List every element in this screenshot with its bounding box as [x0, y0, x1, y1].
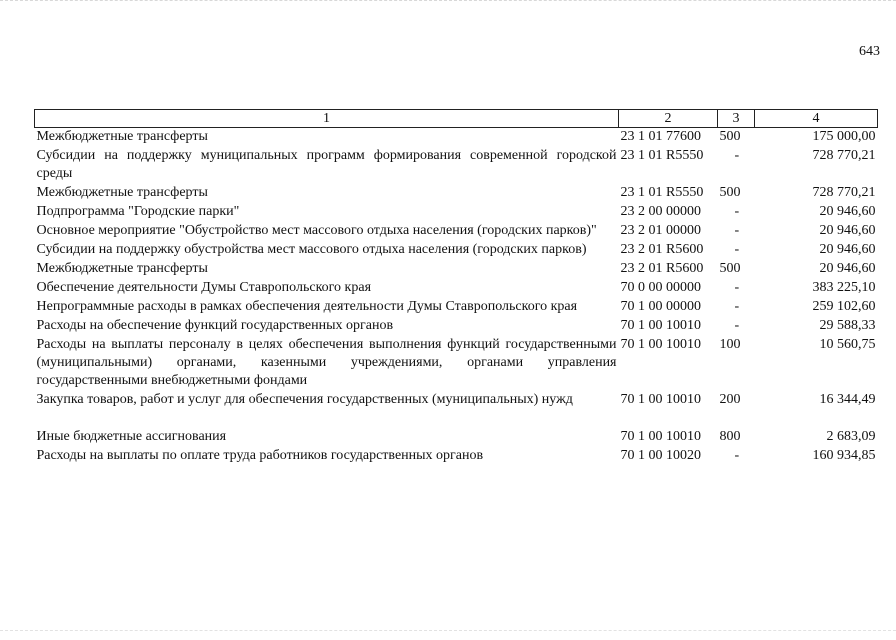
row-code: 23 2 01 00000: [620, 223, 701, 238]
row-code: 23 1 01 R5550: [620, 148, 704, 163]
table-row: [35, 298, 878, 317]
row-name: Межбюджетные трансферты: [36, 261, 208, 276]
row-amount: 160 934,85: [812, 448, 876, 463]
row-expense-type: 500: [719, 185, 741, 200]
row-code: 70 1 00 10010: [620, 392, 701, 407]
row-expense-type: 500: [719, 129, 741, 144]
column-header-amount: 4: [755, 110, 878, 128]
row-code: 23 1 01 R5550: [620, 185, 704, 200]
table-row: [35, 428, 878, 447]
column-header-name: 1: [35, 110, 619, 128]
row-name: Межбюджетные трансферты: [36, 129, 208, 144]
row-expense-type: 200: [719, 392, 741, 407]
row-amount: 728 770,21: [812, 185, 876, 200]
row-amount: 728 770,21: [812, 148, 876, 163]
table-row: [35, 147, 878, 184]
row-code: 70 1 00 10020: [620, 448, 701, 463]
row-expense-type: -: [734, 318, 740, 333]
row-name: Закупка товаров, работ и услуг для обеспечения государственных (муниципальных) нужд: [36, 392, 573, 407]
row-amount: 20 946,60: [819, 223, 876, 238]
row-amount: 16 344,49: [819, 392, 876, 407]
row-amount: 383 225,10: [812, 280, 876, 295]
row-expense-type: -: [734, 204, 740, 219]
column-header-code: 2: [619, 110, 718, 128]
row-name: Непрограммные расходы в рамках обеспечения деятельности Думы Ставропольского края: [36, 299, 578, 314]
row-name: Расходы на выплаты персоналу в целях обеспечения выполнения функций государственными (муниципальными) органами, казенными учреждениями, органами управления государственными внебюджетными фондами: [36, 337, 617, 388]
row-name: Расходы на выплаты по оплате труда работников государственных органов: [36, 448, 484, 463]
table-row: [35, 279, 878, 298]
row-expense-type: 800: [719, 429, 741, 444]
row-name: Подпрограмма "Городские парки": [36, 204, 240, 219]
row-expense-type: -: [734, 242, 740, 257]
table-row: [35, 317, 878, 336]
row-expense-type: -: [734, 148, 740, 163]
row-expense-type: -: [734, 448, 740, 463]
budget-table: [34, 109, 878, 466]
row-expense-type: -: [734, 299, 740, 314]
row-code: 70 1 00 10010: [620, 337, 701, 352]
row-name: Межбюджетные трансферты: [36, 185, 208, 200]
table-row: [35, 447, 878, 466]
row-code: 23 2 01 R5600: [620, 242, 704, 257]
table-row: [35, 391, 878, 428]
row-amount: 10 560,75: [819, 337, 876, 352]
table-row: [35, 260, 878, 279]
table-header-row: [35, 110, 878, 128]
row-code: 23 2 01 R5600: [620, 261, 704, 276]
row-name: Иные бюджетные ассигнования: [36, 429, 227, 444]
page-number: 643: [859, 44, 880, 59]
row-expense-type: -: [734, 223, 740, 238]
row-expense-type: 500: [719, 261, 741, 276]
row-code: 70 1 00 00000: [620, 299, 701, 314]
row-expense-type: -: [734, 280, 740, 295]
row-name: Субсидии на поддержку муниципальных программ формирования современной городской среды: [36, 148, 617, 181]
column-header-expense-type: 3: [718, 110, 755, 128]
row-code: 70 0 00 00000: [620, 280, 701, 295]
scan-edge-top: [0, 0, 896, 7]
row-amount: 259 102,60: [812, 299, 876, 314]
row-amount: 20 946,60: [819, 242, 876, 257]
row-name: Основное мероприятие "Обустройство мест массового отдыха населения (городских парков)": [36, 223, 597, 238]
row-amount: 20 946,60: [819, 204, 876, 219]
row-code: 23 2 00 00000: [620, 204, 701, 219]
table-row: [35, 241, 878, 260]
row-code: 70 1 00 10010: [620, 429, 701, 444]
table-row: [35, 128, 878, 148]
row-amount: 29 588,33: [819, 318, 876, 333]
row-amount: 175 000,00: [812, 129, 876, 144]
row-code: 23 1 01 77600: [620, 129, 701, 144]
table-row: [35, 184, 878, 203]
table-row: [35, 203, 878, 222]
row-name: Субсидии на поддержку обустройства мест массового отдыха населения (городских парков): [36, 242, 587, 257]
table-row: [35, 336, 878, 391]
row-expense-type: 100: [719, 337, 741, 352]
row-code: 70 1 00 10010: [620, 318, 701, 333]
row-amount: 20 946,60: [819, 261, 876, 276]
row-name: Обеспечение деятельности Думы Ставропольского края: [36, 280, 372, 295]
table-row: [35, 222, 878, 241]
scan-edge-bottom: [0, 630, 896, 632]
row-name: Расходы на обеспечение функций государственных органов: [36, 318, 394, 333]
row-amount: 2 683,09: [826, 429, 876, 444]
table-body: [35, 128, 878, 467]
